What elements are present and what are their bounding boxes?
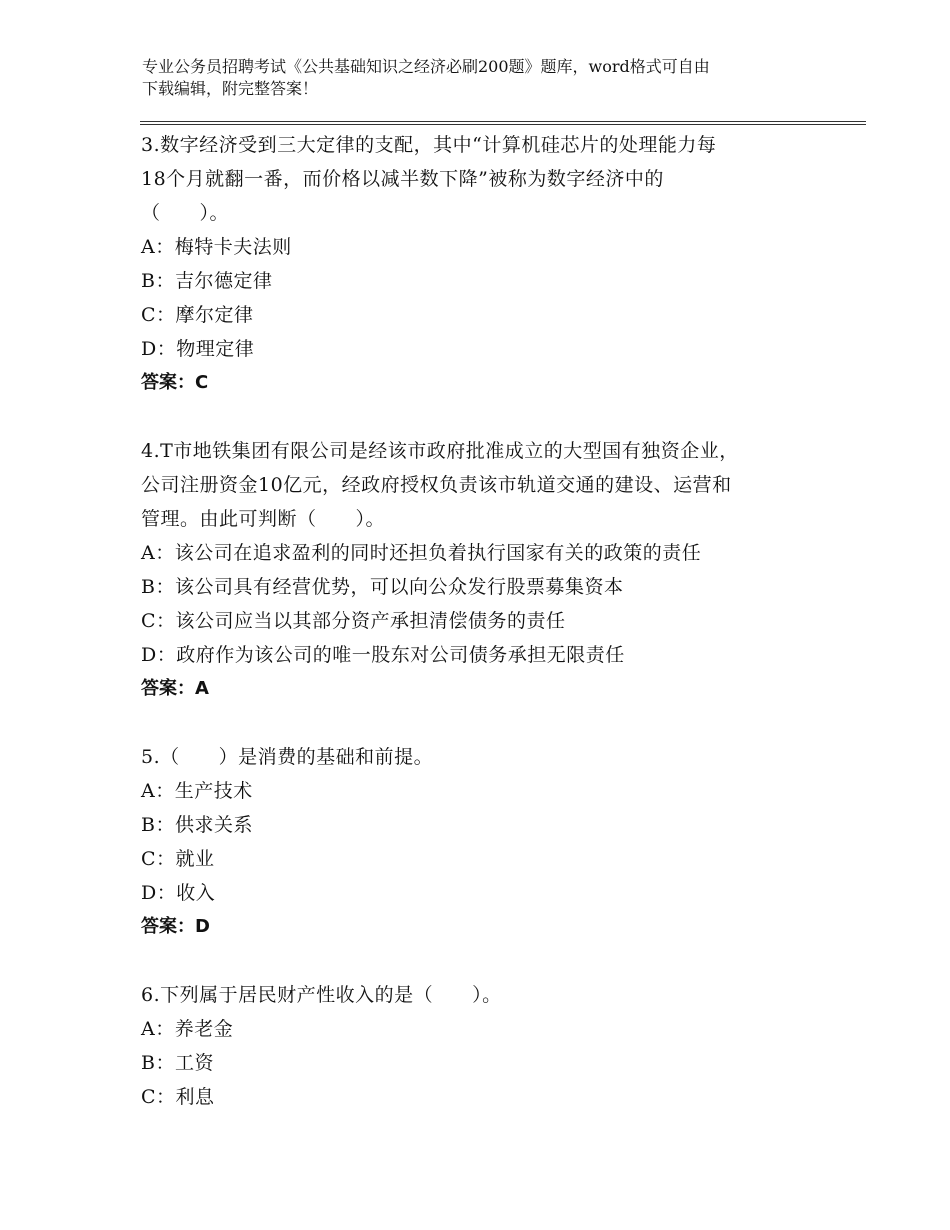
question-spacer [141,400,821,434]
header-divider-bottom [140,124,866,125]
option-a: A：养老金 [141,1018,234,1040]
question-stem-line: 公司注册资金10亿元，经政府授权负责该市轨道交通的建设、运营和 [141,474,732,496]
question-stem-line: 4.T市地铁集团有限公司是经该市政府批准成立的大型国有独资企业， [141,440,739,462]
answer-label: 答案：A [141,678,209,699]
option-c: C：就业 [141,848,215,870]
option-a: A：梅特卡夫法则 [141,236,292,258]
question-4 [141,434,821,706]
option-c: C：利息 [141,1086,215,1108]
option-c: C：摩尔定律 [141,304,254,326]
option-d: D：收入 [141,882,216,904]
question-stem-line: 管理。由此可判断（ ）。 [141,508,386,530]
question-stem-line: （ ）。 [141,202,230,224]
question-5 [141,740,821,944]
question-stem-line: 3.数字经济受到三大定律的支配，其中“计算机硅芯片的处理能力每 [141,134,717,156]
header-divider-top [140,121,866,122]
header-line-1: 专业公务员招聘考试《公共基础知识之经济必刷200题》题库，word格式可自由 [142,57,710,76]
question-stem-line: 18个月就翻一番，而价格以减半数下降”被称为数字经济中的 [141,168,664,190]
option-b: B：供求关系 [141,814,253,836]
header-line-2: 下载编辑，附完整答案！ [142,79,319,98]
option-a: A：生产技术 [141,780,253,802]
option-a: A：该公司在追求盈利的同时还担负着执行国家有关的政策的责任 [141,542,702,564]
question-spacer [141,944,821,978]
option-b: B：吉尔德定律 [141,270,273,292]
question-stem-line: 5.（ ）是消费的基础和前提。 [141,746,434,768]
document-header [142,56,812,100]
question-stem-line: 6.下列属于居民财产性收入的是（ ）。 [141,984,502,1006]
option-c: C：该公司应当以其部分资产承担清偿债务的责任 [141,610,566,632]
option-d: D：物理定律 [141,338,255,360]
question-spacer [141,706,821,740]
option-d: D：政府作为该公司的唯一股东对公司债务承担无限责任 [141,644,625,666]
answer-label: 答案：C [141,372,209,393]
question-3 [141,128,821,400]
question-6 [141,978,821,1114]
question-list [141,128,821,1114]
option-b: B：工资 [141,1052,214,1074]
answer-label: 答案：D [141,916,210,937]
option-b: B：该公司具有经营优势，可以向公众发行股票募集资本 [141,576,624,598]
